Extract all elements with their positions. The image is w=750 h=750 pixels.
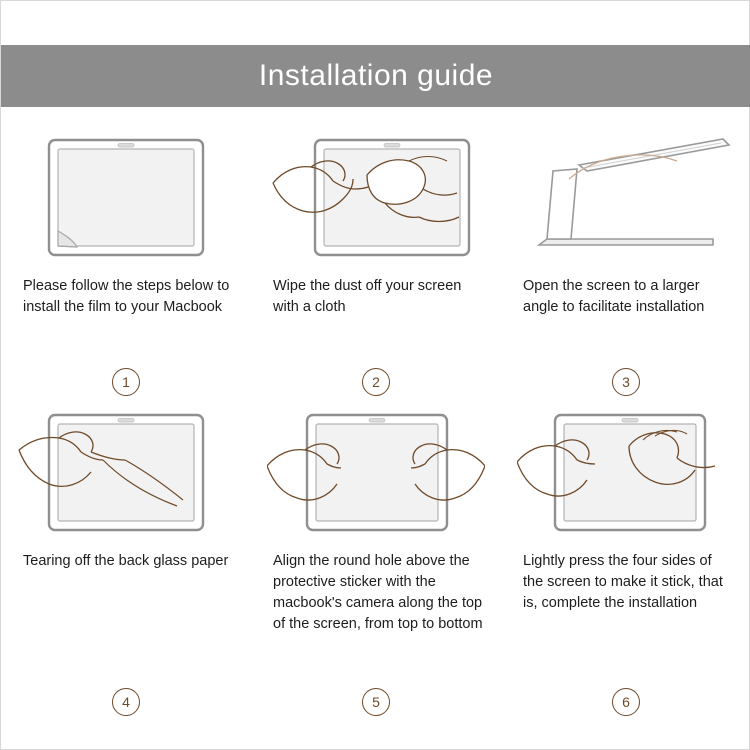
laptop-opening-angle-icon xyxy=(517,135,735,260)
page-title: Installation guide xyxy=(258,59,494,92)
hand-wiping-screen-with-cloth-icon xyxy=(267,135,485,260)
hands-pressing-screen-edges-icon xyxy=(517,410,735,535)
step-card-2 xyxy=(251,127,501,402)
two-hands-aligning-film-icon xyxy=(267,410,485,535)
step-caption: Tearing off the back glass paper xyxy=(23,553,229,569)
step-card-4 xyxy=(1,402,251,722)
step-card-1 xyxy=(1,127,251,402)
step-number: 4 xyxy=(112,688,140,716)
step-card-5 xyxy=(251,402,501,722)
steps-grid xyxy=(1,127,750,722)
step-number: 3 xyxy=(612,368,640,396)
step-card-6 xyxy=(501,402,750,722)
step-number: 5 xyxy=(362,688,390,716)
step-number: 2 xyxy=(362,368,390,396)
step-number: 6 xyxy=(612,688,640,716)
step-caption: Align the round hole above the protective sticker with the macbook's camera along the top of the screen, from top to bottom xyxy=(273,553,483,632)
step-caption: Please follow the steps below to install the film to your Macbook xyxy=(23,278,230,315)
header-bar xyxy=(1,45,750,107)
step-number: 1 xyxy=(112,368,140,396)
laptop-screen-with-peeling-film-icon xyxy=(17,135,235,260)
step-caption: Wipe the dust off your screen with a cloth xyxy=(273,278,462,315)
step-caption: Open the screen to a larger angle to facilitate installation xyxy=(523,278,705,315)
hand-tearing-back-paper-icon xyxy=(17,410,235,535)
step-card-3 xyxy=(501,127,750,402)
step-caption: Lightly press the four sides of the screen to make it stick, that is, complete the installation xyxy=(523,553,723,611)
